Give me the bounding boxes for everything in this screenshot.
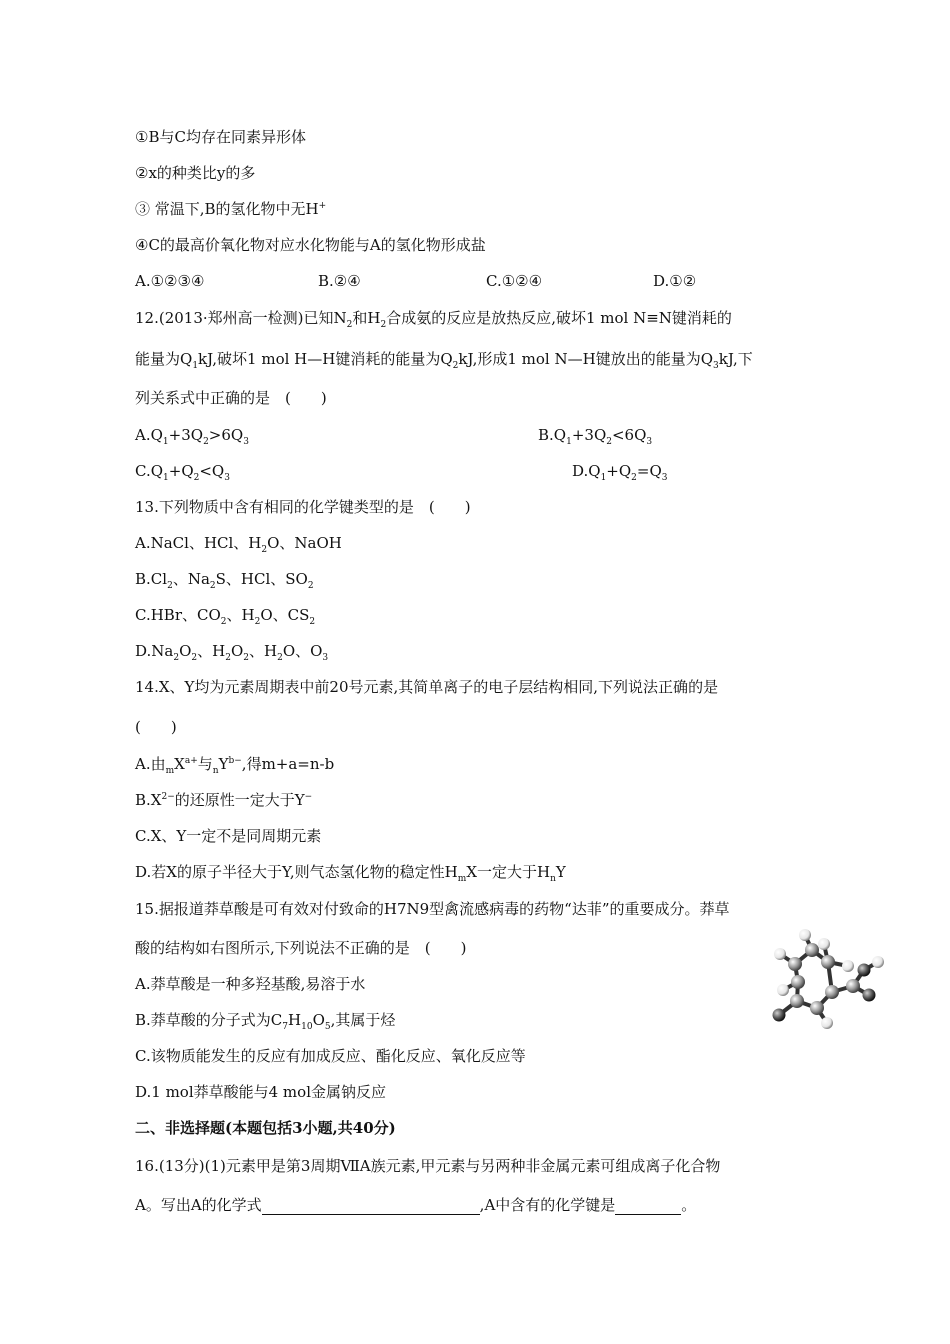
- q11-statement-2: ②x的种类比y的多: [135, 164, 256, 182]
- bond-type-answer-blank[interactable]: [615, 1200, 681, 1215]
- hydrogen-atom: [799, 929, 811, 941]
- q15-option-d: D.1 mol莽草酸能与4 mol金属钠反应: [135, 1083, 386, 1101]
- q15-option-c: C.该物质能发生的反应有加成反应、酯化反应、氧化反应等: [135, 1047, 526, 1065]
- q11-option-b: B.②④: [318, 272, 361, 290]
- q13-option-d: $D.Na_2O_2$、$H_2O_2$、$H_2O$、$O_3$: [135, 642, 329, 663]
- carbon-atom: [791, 975, 805, 989]
- hydrogen-atom: [774, 948, 786, 960]
- q15-stem-line-1: 15.据报道莽草酸是可有效对付致命的H7N9型禽流感病毒的药物“达菲”的重要成分。莽草: [135, 900, 730, 918]
- q14-option-b: $B.X^{2-}$的还原性一定大于Y−: [135, 791, 313, 809]
- carbon-atom: [821, 955, 835, 969]
- q13-option-b: $B.Cl_2$、$Na_2S$、HCl、$SO_2$: [135, 570, 314, 591]
- q14-option-c: C.X、Y一定不是同周期元素: [135, 827, 322, 845]
- q14-option-a: A.由$_mX^{a+}$与$_nY^{b-}$,得m+a=n-b: [135, 755, 335, 776]
- hydrogen-atom: [777, 984, 789, 996]
- carbon-atom: [825, 985, 839, 999]
- oxygen-atom: [863, 989, 876, 1002]
- q15-option-b: B.莽草酸的分子式为$C_7H_{10}O_5$,其属于烃: [135, 1011, 396, 1032]
- q16-stem-line-2: A。写出A的化学式 ,A中含有的化学键是 。: [135, 1196, 697, 1214]
- hydrogen-atom: [818, 938, 830, 950]
- carbon-atom: [788, 957, 802, 971]
- shikimic-acid-molecule-figure: [765, 922, 895, 1034]
- q15-option-a: A.莽草酸是一种多羟基酸,易溶于水: [135, 975, 366, 993]
- carbon-atom: [846, 979, 860, 993]
- q12-option-b: $B.Q_1+3Q_2<6Q_3$: [538, 426, 653, 447]
- q14-stem: 14.X、Y均为元素周期表中前20号元素,其简单离子的电子层结构相同,下列说法正确的是: [135, 678, 719, 696]
- oxygen-atom: [858, 964, 871, 977]
- carbon-atom: [790, 994, 804, 1008]
- q11-statement-3: ③ 常温下,B的氢化物中无H+: [135, 200, 327, 218]
- q16-stem-line-1: 16.(13分)(1)元素甲是第3周期ⅦA族元素,甲元素与另两种非金属元素可组成离子化合物: [135, 1157, 721, 1175]
- q12-stem-line-3: 列关系式中正确的是 ( ): [135, 389, 327, 407]
- hydrogen-atom: [872, 956, 884, 968]
- hydrogen-atom: [842, 960, 854, 972]
- oxygen-atom: [773, 1009, 786, 1022]
- q14-option-d: D.若X的原子半径大于Y,则气态氢化物的稳定性$H_mX$一定大于$H_nY$: [135, 863, 566, 884]
- q12-stem-line-2: 能量为$Q_1kJ$,破坏1 mol H—H键消耗的能量为$Q_2kJ$,形成1 mol N—H键放出的能量为$Q_3kJ$,下: [135, 350, 753, 371]
- formula-answer-blank[interactable]: [262, 1200, 480, 1215]
- hydrogen-atom: [821, 1017, 833, 1029]
- q15-stem-line-2: 酸的结构如右图所示,下列说法不正确的是 ( ): [135, 939, 467, 957]
- q13-option-c: C.HBr、$CO_2$、$H_2O$、$CS_2$: [135, 606, 316, 627]
- q13-option-a: A.NaCl、HCl、$H_2O$、NaOH: [135, 534, 342, 555]
- q12-option-a: $A.Q_1+3Q_2>6Q_3$: [135, 426, 249, 447]
- q14-answer-paren: ( ): [135, 718, 177, 736]
- carbon-atom: [810, 1001, 824, 1015]
- section-2-heading: 二、非选择题(本题包括3小题,共40分): [135, 1119, 396, 1137]
- q11-option-a: A.①②③④: [135, 272, 205, 290]
- q11-statement-4: ④C的最高价氧化物对应水化物能与A的氢化物形成盐: [135, 236, 486, 254]
- q12-option-d: $D.Q_1+Q_2=Q_3$: [572, 462, 668, 483]
- q11-option-d: D.①②: [653, 272, 697, 290]
- q12-option-c: $C.Q_1+Q_2<Q_3$: [135, 462, 230, 483]
- carbon-atom: [805, 943, 819, 957]
- q12-stem-line-1: 12.(2013·郑州高一检测)已知$N_2$和$H_2$合成氨的反应是放热反应,破坏1 mol N≡N键消耗的: [135, 309, 732, 330]
- q13-stem: 13.下列物质中含有相同的化学键类型的是 ( ): [135, 498, 471, 516]
- q11-option-c: C.①②④: [486, 272, 543, 290]
- q11-statement-1: ①B与C均存在同素异形体: [135, 128, 306, 146]
